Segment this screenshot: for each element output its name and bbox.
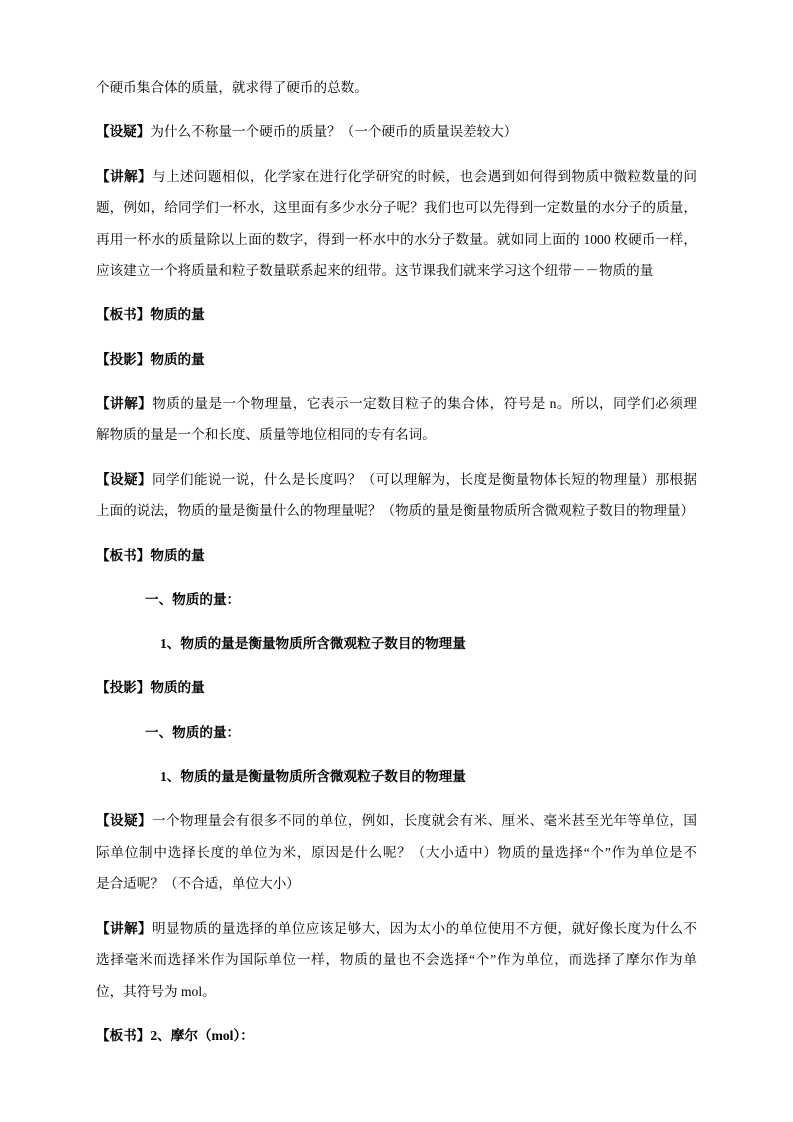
- text-line: 题，例如，给同学们一杯水，这里面有多少水分子呢？我们也可以先得到一定数量的水分子的质量，: [96, 200, 697, 216]
- text-line: 解物质的量是一个和长度、质量等地位相同的专有名词。: [96, 427, 436, 443]
- projection-label: 【投影】: [96, 351, 151, 367]
- text-line: 应该建立一个将质量和粒子数量联系起来的纽带。这节课我们就来学习这个纽带－－物质的量: [96, 263, 654, 279]
- text-line: [96, 344, 697, 376]
- question-paragraph: [96, 805, 697, 900]
- line-text: 物质的量是一个物理量，它表示一定数目粒子的集合体，符号是 n。所以，同学们必须理: [152, 395, 698, 411]
- text-line: 际单位制中选择长度的单位为米，原因是什么呢？（大小适中）物质的量选择“个”作为单位是不: [96, 844, 697, 860]
- text-line: [96, 913, 697, 945]
- outline-heading: [96, 584, 697, 616]
- text-line: 上面的说法，物质的量是衡量什么的物理量呢？（物质的量是衡量物质所含微观粒子数目的物理量）: [96, 503, 695, 519]
- question-paragraph: [96, 464, 697, 527]
- board-note-label: 【板书】: [96, 307, 151, 323]
- board-note-paragraph: [96, 299, 697, 331]
- question-label: 【设疑】: [96, 813, 152, 829]
- text-line: 再用一杯水的质量除以上面的数字，得到一杯水中的水分子数量。就如同上面的 1000 枚硬币一样，: [96, 231, 697, 247]
- text-line: 一、物质的量：: [145, 724, 241, 740]
- text-line: [96, 116, 697, 148]
- text-line: 一、物质的量：: [145, 591, 241, 607]
- explanation-label: 【讲解】: [96, 168, 152, 184]
- text-line: 是合适呢？（不合适，单位大小）: [96, 876, 300, 892]
- question-paragraph: [96, 116, 697, 148]
- board-note-paragraph: [96, 540, 697, 572]
- line-text: 2、摩尔（mol）：: [150, 1027, 254, 1043]
- board-note-label: 【板书】: [96, 547, 151, 563]
- text-line: [96, 540, 697, 572]
- question-label: 【设疑】: [96, 124, 151, 140]
- outline-item: [96, 628, 697, 660]
- projection-paragraph: [96, 344, 697, 376]
- text-line: 个硬币集合体的质量，就求得了硬币的总数。: [96, 80, 368, 95]
- line-text: 物质的量: [150, 307, 205, 323]
- text-line: [96, 805, 697, 837]
- text-line: 1、物质的量是衡量物质所含微观粒子数目的物理量: [160, 636, 466, 652]
- explanation-paragraph: [96, 913, 697, 1008]
- text-line: 位，其符号为 mol。: [96, 983, 216, 999]
- text-line: 1、物质的量是衡量物质所含微观粒子数目的物理量: [160, 769, 466, 785]
- board-note-paragraph: [96, 1020, 697, 1052]
- line-text: 同学们能说一说，什么是长度吗？（可以理解为，长度是衡量物体长短的物理量）那根据: [151, 471, 698, 487]
- text-line: [96, 464, 697, 496]
- line-text: 为什么不称量一个硬币的质量？（一个硬币的质量误差较大）: [150, 124, 518, 140]
- outline-heading: [96, 717, 697, 749]
- line-text: 一个物理量会有很多不同的单位，例如，长度就会有米、厘米、毫米甚至光年等单位，国: [151, 813, 698, 829]
- line-text: 物质的量: [150, 680, 205, 696]
- line-text: 物质的量: [150, 547, 205, 563]
- text-line: [96, 388, 697, 420]
- line-text: 与上述问题相似，化学家在进行化学研究的时候，也会遇到如何得到物质中微粒数量的问: [151, 168, 698, 184]
- text-line: [96, 672, 697, 704]
- projection-paragraph: [96, 672, 697, 704]
- text-line: 选择毫米而选择米作为国际单位一样，物质的量也不会选择“个”作为单位，而选择了摩尔作为单: [96, 952, 697, 968]
- text-line: [96, 1020, 697, 1052]
- line-text: 物质的量: [150, 351, 205, 367]
- text-line: [96, 161, 697, 193]
- explanation-label: 【讲解】: [96, 395, 153, 411]
- explanation-paragraph: [96, 161, 697, 287]
- body-paragraph: [96, 72, 697, 104]
- projection-label: 【投影】: [96, 680, 151, 696]
- explanation-label: 【讲解】: [96, 920, 152, 936]
- outline-item: [96, 761, 697, 793]
- board-note-label: 【板书】: [96, 1027, 151, 1043]
- line-text: 明显物质的量选择的单位应该足够大，因为太小的单位使用不方便，就好像长度为什么不: [151, 920, 698, 936]
- text-line: [96, 299, 697, 331]
- explanation-paragraph: [96, 388, 697, 451]
- question-label: 【设疑】: [96, 471, 152, 487]
